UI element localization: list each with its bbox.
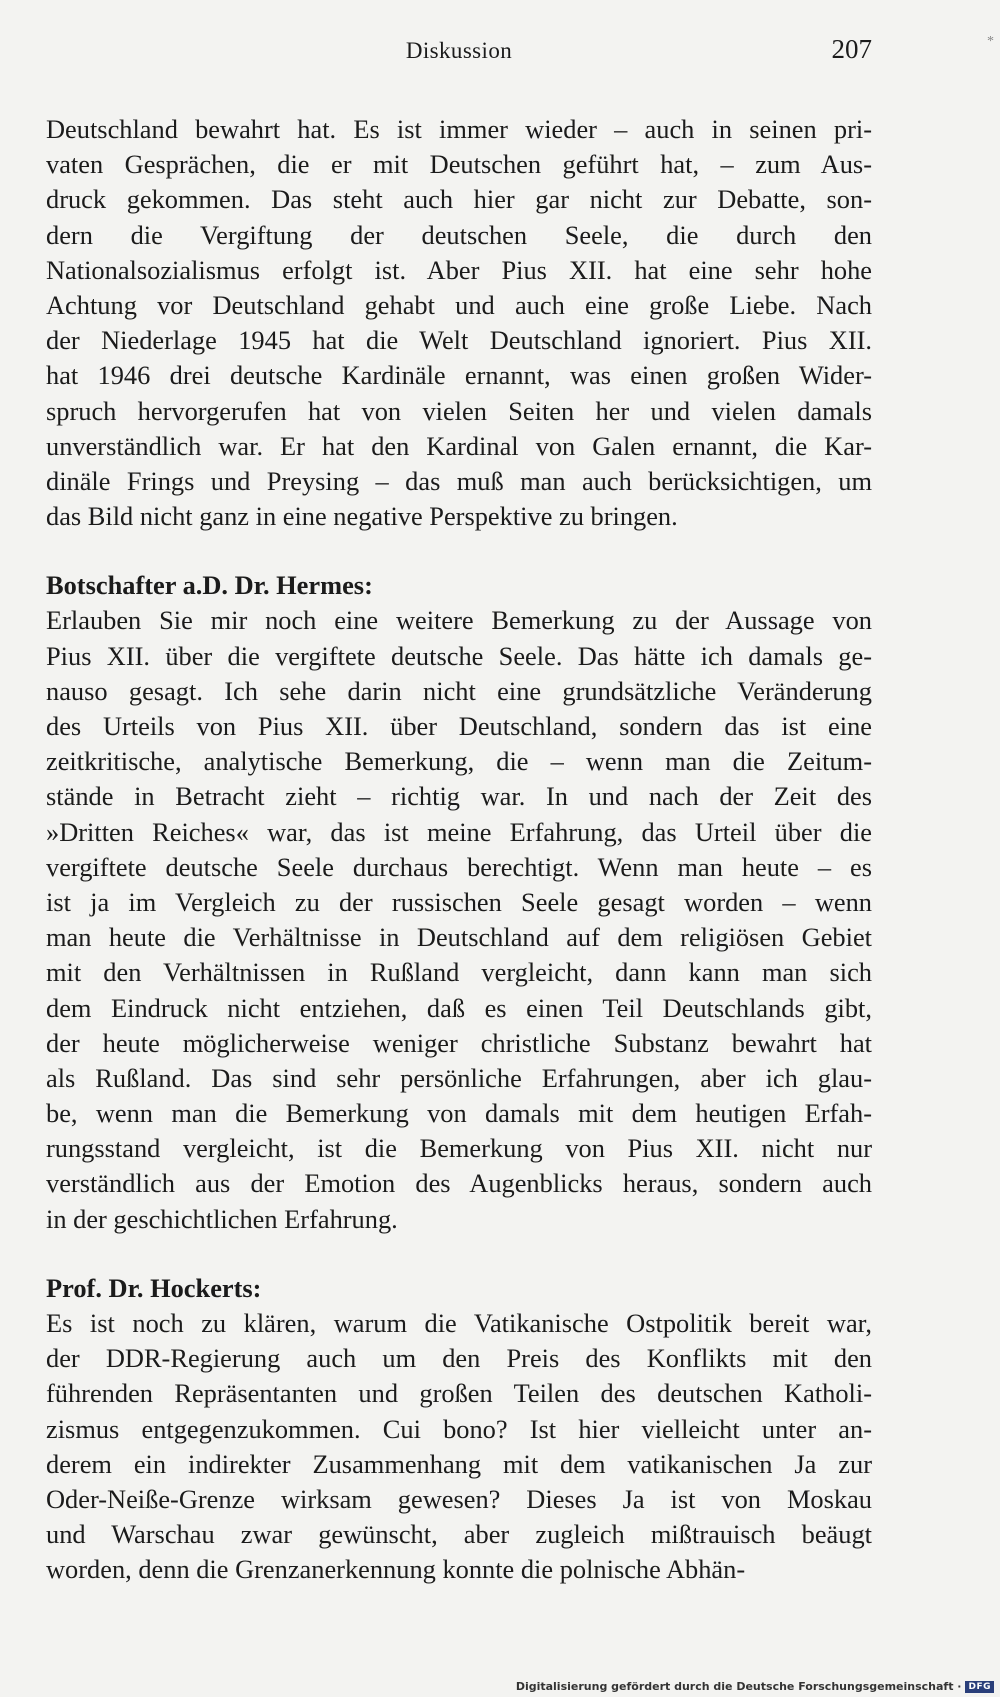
text-line: dern die Vergiftung der deutschen Seele, die durch den — [46, 219, 872, 250]
text-line: »Dritten Reiches« war, das ist meine Erfahrung, das Urteil über die — [46, 816, 872, 847]
text-line: Achtung vor Deutschland gehabt und auch eine große Liebe. Nach — [46, 289, 872, 320]
text-line: stände in Betracht zieht – richtig war. In und nach der Zeit des — [46, 781, 872, 812]
speaker-name: Prof. Dr. Hockerts: — [46, 1272, 262, 1303]
dfg-logo: DFG — [965, 1681, 994, 1693]
text-line: der DDR-Regierung auch um den Preis des Konflikts mit den — [46, 1343, 872, 1374]
text-line: das Bild nicht ganz in eine negative Perspektive zu bringen. — [46, 501, 678, 532]
text-line: der heute möglicherweise weniger christliche Substanz bewahrt hat — [46, 1027, 872, 1058]
text-line: mit den Verhältnissen in Rußland vergleicht, dann kann man sich — [46, 957, 872, 988]
text-line: zismus entgegenzukommen. Cui bono? Ist hier vielleicht unter an- — [46, 1413, 872, 1444]
text-line: nauso gesagt. Ich sehe darin nicht eine grundsätzliche Veränderung — [46, 675, 872, 706]
paragraph — [46, 568, 872, 1237]
text-line: Nationalsozialismus erfolgt ist. Aber Pius XII. hat eine sehr hohe — [46, 254, 872, 285]
text-line: worden, denn die Grenzanerkennung konnte die polnische Abhän- — [46, 1554, 746, 1585]
text-line: Oder-Neiße-Grenze wirksam gewesen? Dieses Ja ist von Moskau — [46, 1483, 872, 1514]
page-number: 207 — [831, 34, 872, 64]
text-line: in der geschichtlichen Erfahrung. — [46, 1203, 398, 1234]
running-header — [46, 34, 872, 68]
digitization-footer — [516, 1680, 994, 1693]
paragraph — [46, 1271, 872, 1588]
text-line: ist ja im Vergleich zu der russischen Seele gesagt worden – wenn — [46, 886, 872, 917]
text-line: dem Eindruck nicht entziehen, daß es einen Teil Deutschlands gibt, — [46, 992, 872, 1023]
text-line: Deutschland bewahrt hat. Es ist immer wieder – auch in seinen pri- — [46, 114, 872, 144]
text-line: be, wenn man die Bemerkung von damals mit dem heutigen Erfah- — [46, 1098, 872, 1129]
text-line: führenden Repräsentanten und großen Teilen des deutschen Katholi- — [46, 1378, 872, 1409]
text-line: spruch hervorgerufen hat von vielen Seiten her und vielen damals — [46, 395, 872, 426]
text-line: hat 1946 drei deutsche Kardinäle ernannt, was einen großen Wider- — [46, 360, 872, 391]
text-line: man heute die Verhältnisse in Deutschland auf dem religiösen Gebiet — [46, 922, 872, 953]
text-line: verständlich aus der Emotion des Augenblicks heraus, sondern auch — [46, 1168, 872, 1199]
text-line: Erlauben Sie mir noch eine weitere Bemerkung zu der Aussage von — [46, 605, 872, 636]
text-line: zeitkritische, analytische Bemerkung, die – wenn man die Zeitum- — [46, 746, 872, 777]
text-line: als Rußland. Das sind sehr persönliche Erfahrungen, aber ich glau- — [46, 1062, 872, 1093]
text-line: unverständlich war. Er hat den Kardinal von Galen ernannt, die Kar- — [46, 430, 872, 461]
paragraph — [46, 112, 872, 534]
text-line: dinäle Frings und Preysing – das muß man auch berücksichtigen, um — [46, 465, 872, 496]
text-line: vergiftete deutsche Seele durchaus berechtigt. Wenn man heute – es — [46, 851, 872, 882]
text-line: der Niederlage 1945 hat die Welt Deutschland ignoriert. Pius XII. — [46, 325, 872, 356]
speaker-name: Botschafter a.D. Dr. Hermes: — [46, 570, 373, 601]
text-line: vaten Gesprächen, die er mit Deutschen geführt hat, – zum Aus- — [46, 149, 872, 180]
text-line: Es ist noch zu klären, warum die Vatikanische Ostpolitik bereit war, — [46, 1308, 872, 1338]
running-title: Diskussion — [405, 38, 513, 63]
text-line: Pius XII. über die vergiftete deutsche Seele. Das hätte ich damals ge- — [46, 640, 872, 671]
text-line: des Urteils von Pius XII. über Deutschland, sondern das ist eine — [46, 711, 872, 741]
text-line: druck gekommen. Das steht auch hier gar nicht zur Debatte, son- — [46, 184, 872, 215]
footer-text: Digitalisierung gefördert durch die Deutsche Forschungsgemeinschaft · — [515, 1680, 962, 1693]
body-text — [46, 112, 872, 1588]
text-line: derem ein indirekter Zusammenhang mit dem vatikanischen Ja zur — [46, 1448, 872, 1479]
edge-mark: * — [987, 34, 994, 49]
text-line: rungsstand vergleicht, ist die Bemerkung von Pius XII. nicht nur — [46, 1133, 872, 1164]
text-line: und Warschau zwar gewünscht, aber zugleich mißtrauisch beäugt — [46, 1519, 872, 1550]
